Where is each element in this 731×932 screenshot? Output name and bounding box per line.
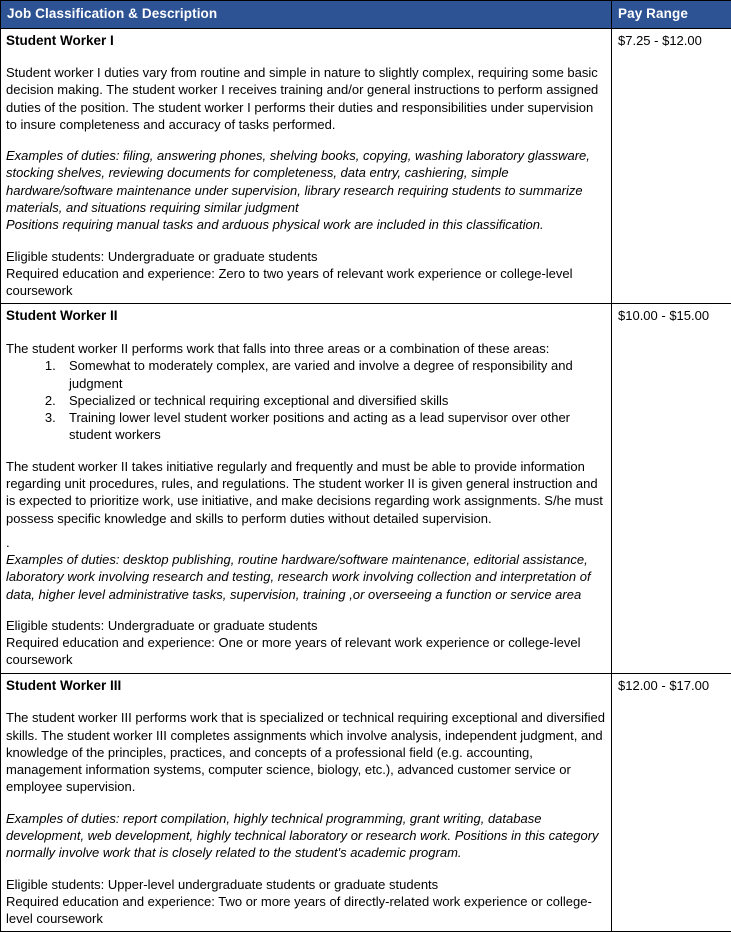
cell-pay-range-student-worker-2: $10.00 - $15.00 — [612, 304, 731, 673]
job-title: Student Worker III — [6, 677, 605, 695]
column-header-pay-range: Pay Range — [612, 1, 731, 29]
table-header-row — [1, 1, 731, 29]
paragraph-spacer — [6, 603, 605, 617]
job-title: Student Worker II — [6, 307, 605, 325]
paragraph-spacer — [6, 133, 605, 147]
paragraph-spacer — [6, 695, 605, 709]
job-overview-paragraph-2: The student worker II takes initiative regularly and frequently and must be able to provide information regarding unit procedures, rules, and regulations. The student worker II is given general instruction and is expected to prioritize work, use initiative, and make decisions regarding work assignments. S/he must possess specific knowledge and skills to perform duties without detailed supervision. — [6, 458, 605, 527]
table-body — [1, 28, 731, 932]
examples-of-duties-paragraph: Examples of duties: filing, answering phones, shelving books, copying, washing laboratory glassware, stocking shelves, reviewing documents for completeness, data entry, cashiering, simple hardware/software maintenance under supervision, library research requiring students to summarize materials, and situations requiring similar judgment — [6, 147, 605, 216]
list-item: 2. Specialized or technical requiring exceptional and diversified skills — [63, 392, 605, 409]
examples-of-duties-paragraph: Examples of duties: report compilation, highly technical programming, grant writing, database development, web development, highly technical laboratory or research work. Positions in this category normally involve work that is closely related to the student's academic program. — [6, 810, 605, 862]
job-overview-paragraph: Student worker I duties vary from routine and simple in nature to slightly complex, requiring some basic decision making. The student worker I receives training and/or general instructions to perform assigned duties of the position. The student worker I performs their duties and responsibilities under supervision to insure completeness and accuracy of tasks performed. — [6, 64, 605, 133]
required-education-line: Required education and experience: One or more years of relevant work experience or college-level coursework — [6, 634, 605, 669]
job-title: Student Worker I — [6, 32, 605, 50]
table-header — [1, 1, 731, 29]
cell-pay-range-student-worker-3: $12.00 - $17.00 — [612, 673, 731, 932]
cell-description-student-worker-3 — [1, 673, 612, 932]
column-header-job-classification: Job Classification & Description — [1, 1, 612, 29]
list-item: 1. Somewhat to moderately complex, are varied and involve a degree of responsibility and judgment — [63, 357, 605, 392]
table-row — [1, 304, 731, 673]
examples-of-duties-paragraph: Examples of duties: desktop publishing, routine hardware/software maintenance, editorial assistance, laboratory work involving research and testing, research work involving collection and interpretation of data, higher level administrative tasks, supervision, training ,or overseeing a function or service area — [6, 551, 605, 603]
paragraph-spacer — [6, 326, 605, 340]
job-overview-paragraph: The student worker III performs work that is specialized or technical requiring exceptional and diversified skills. The student worker III completes assignments which involve analysis, independent judgment, and knowledge of the principles, practices, and concepts of a professional field (e.g. accounting, management information systems, computer science, biology, etc.), advanced customer service or employee supervision. — [6, 709, 605, 795]
cell-pay-range-student-worker-1: $7.25 - $12.00 — [612, 28, 731, 304]
paragraph-spacer — [6, 862, 605, 876]
eligible-students-line: Eligible students: Undergraduate or graduate students — [6, 617, 605, 634]
job-areas-numbered-list — [6, 357, 605, 443]
examples-note-paragraph: Positions requiring manual tasks and arduous physical work are included in this classification. — [6, 216, 605, 233]
stray-period-line: . — [6, 534, 605, 551]
cell-description-student-worker-1 — [1, 28, 612, 304]
paragraph-spacer — [6, 234, 605, 248]
eligible-students-line: Eligible students: Upper-level undergraduate students or graduate students — [6, 876, 605, 893]
table-row — [1, 28, 731, 304]
paragraph-spacer — [6, 50, 605, 64]
list-item: 3. Training lower level student worker positions and acting as a lead supervisor over other student workers — [63, 409, 605, 444]
eligible-students-line: Eligible students: Undergraduate or graduate students — [6, 248, 605, 265]
required-education-line: Required education and experience: Two or more years of directly-related work experience or college-level coursework — [6, 893, 605, 928]
cell-description-student-worker-2 — [1, 304, 612, 673]
paragraph-spacer — [6, 527, 605, 534]
required-education-line: Required education and experience: Zero to two years of relevant work experience or college-level coursework — [6, 265, 605, 300]
paragraph-spacer — [6, 444, 605, 458]
paragraph-spacer — [6, 796, 605, 810]
job-overview-paragraph: The student worker II performs work that falls into three areas or a combination of these areas: — [6, 340, 605, 357]
table-row — [1, 673, 731, 932]
